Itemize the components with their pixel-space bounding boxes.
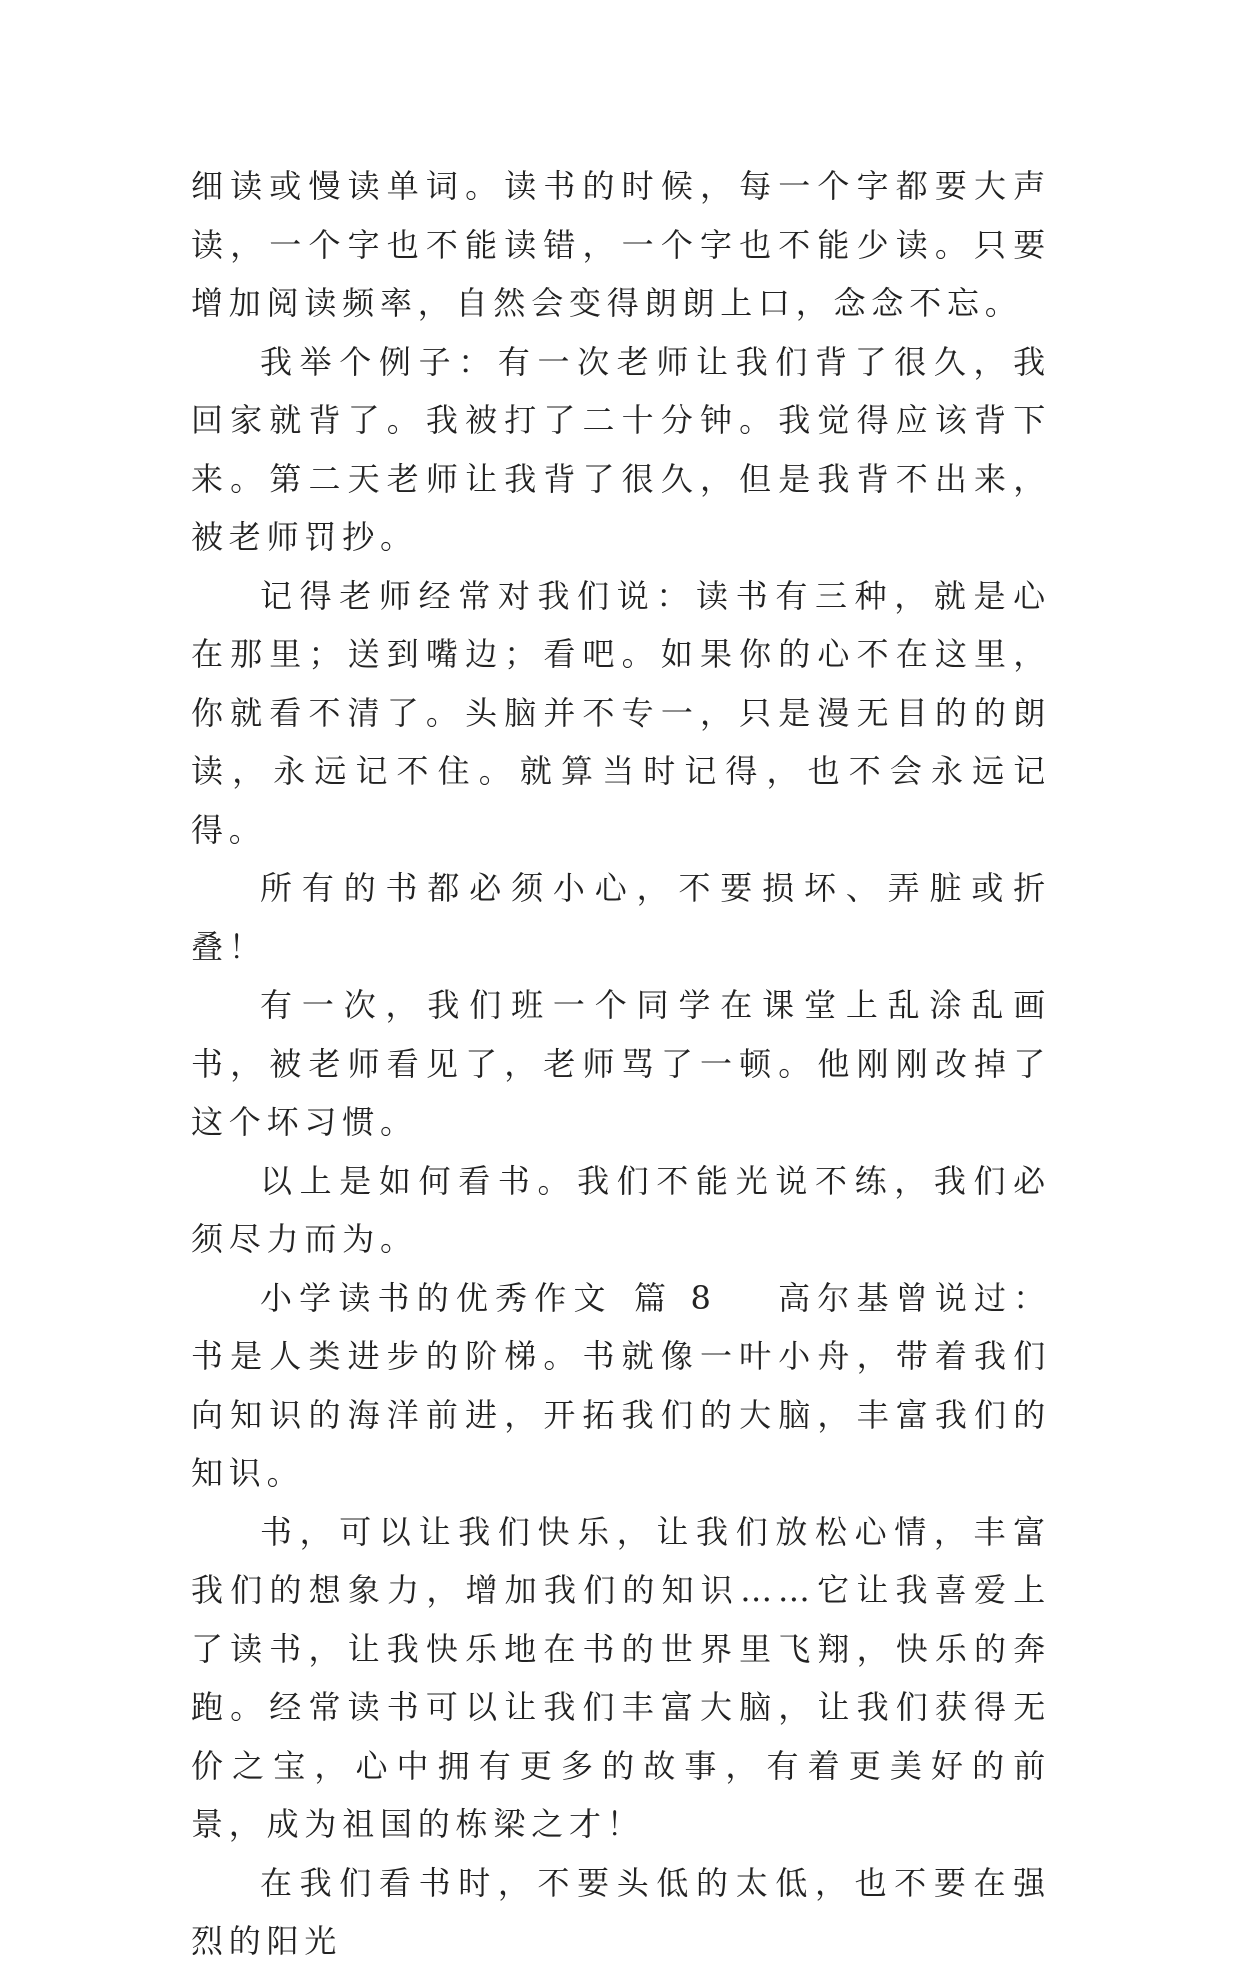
section-title: 小学读书的优秀作文 <box>260 1278 613 1317</box>
paragraph-1: 细读或慢读单词。读书的时候，每一个字都要大声读，一个字也不能读错，一个字也不能少读。只要增加阅读频率，自然会变得朗朗上口，念念不忘。 <box>191 167 1051 322</box>
section-number: 篇 8 <box>632 1278 717 1317</box>
paragraph-2: 我举个例子：有一次老师让我们背了很久，我回家就背了。我被打了二十分钟。我觉得应该背下来。第二天老师让我背了很久，但是我背不出来，被老师罚抄。 <box>191 342 1051 556</box>
section-opening-text: 高尔基曾说过：书是人类进步的阶梯。书就像一叶小舟，带着我们向知识的海洋前进，开拓我们的大脑，丰富我们的知识。 <box>191 1278 1051 1492</box>
paragraph-3: 记得老师经常对我们说：读书有三种，就是心在那里；送到嘴边；看吧。如果你的心不在这里，你就看不清了。头脑并不专一，只是漫无目的的朗读，永远记不住。就算当时记得，也不会永远记得。 <box>191 576 1051 849</box>
section-heading-paragraph <box>191 1269 1051 1503</box>
paragraph-8: 书，可以让我们快乐，让我们放松心情，丰富我们的想象力，增加我们的知识……它让我喜爱上了读书，让我快乐地在书的世界里飞翔，快乐的奔跑。经常读书可以让我们丰富大脑，让我们获得无价之宝，心中拥有更多的故事，有着更美好的前景，成为祖国的栋梁之才！ <box>191 1512 1051 1843</box>
paragraph-4: 所有的书都必须小心，不要损坏、弄脏或折叠！ <box>191 869 1051 966</box>
paragraph-6: 以上是如何看书。我们不能光说不练，我们必须尽力而为。 <box>191 1161 1051 1258</box>
paragraph-5: 有一次，我们班一个同学在课堂上乱涂乱画书，被老师看见了，老师骂了一顿。他刚刚改掉了这个坏习惯。 <box>191 986 1051 1141</box>
paragraph-9: 在我们看书时，不要头低的太低，也不要在强烈的阳光 <box>191 1863 1051 1960</box>
document-body <box>191 157 1051 1971</box>
